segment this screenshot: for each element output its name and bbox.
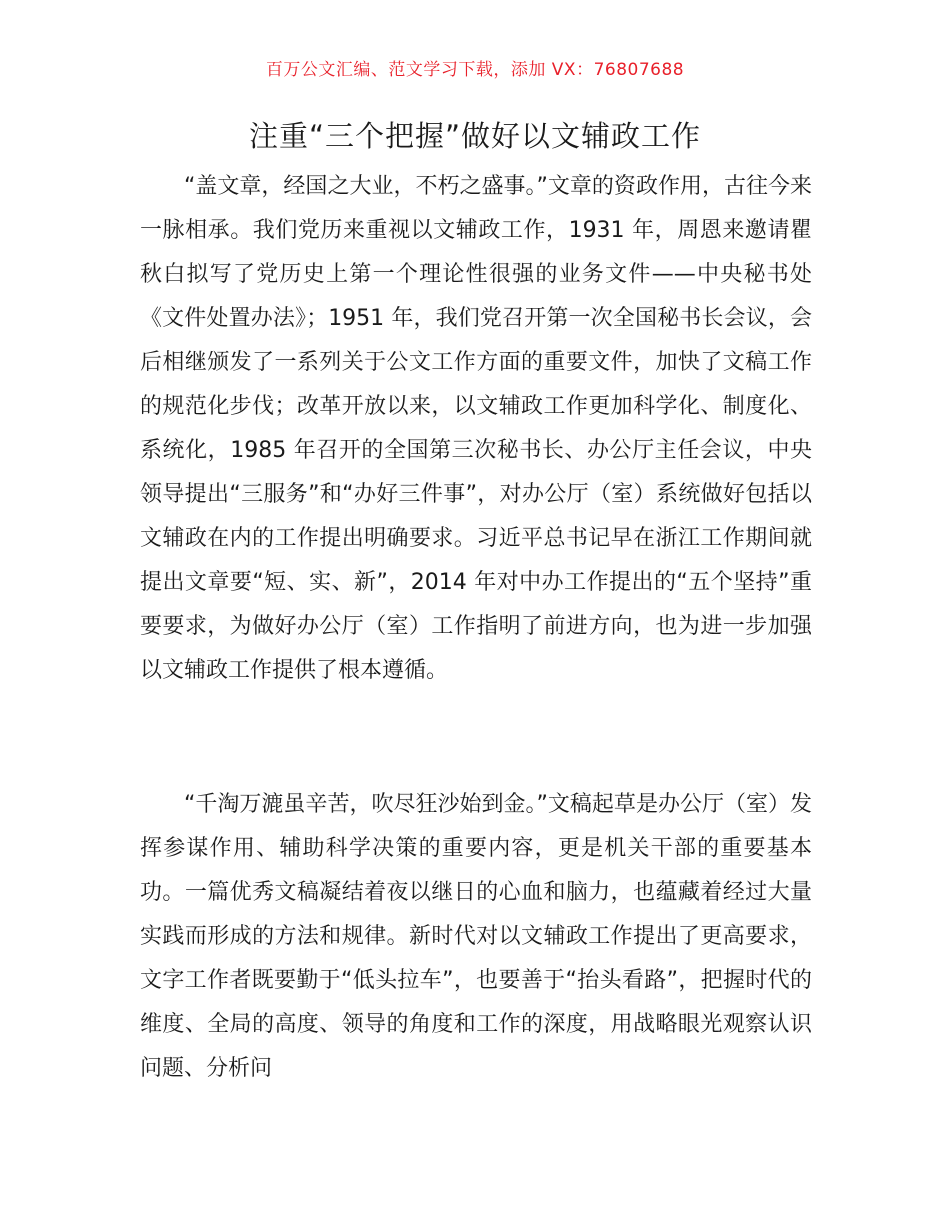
document-title: 注重“三个把握”做好以文辅政工作 bbox=[248, 119, 702, 153]
header-download-note: 百万公文汇编、范文学习下载，添加 VX：76807688 bbox=[265, 60, 685, 80]
body-paragraph: “千淘万漉虽辛苦，吹尽狂沙始到金。”文稿起草是办公厅（室）发挥参谋作用、辅助科学决策的重要内容，更是机关干部的重要基本功。一篇优秀文稿凝结着夜以继日的心血和脑力，也蕴藏着经过大量实践而形成的方法和规律。新时代对以文辅政工作提出了更高要求，文字工作者既要勤于“低头拉车”，也要善于“抬头看路”，把握时代的维度、全局的高度、领导的角度和工作的深度，用战略眼光观察认识问题、分析问 bbox=[140, 792, 812, 1081]
body-paragraph: “盖文章，经国之大业，不朽之盛事。”文章的资政作用，古往今来一脉相承。我们党历来重视以文辅政工作，1931 年，周恩来邀请瞿秋白拟写了党历史上第一个理论性很强的业务文件——中央秘书处《文件处置办法》；1951 年，我们党召开第一次全国秘书长会议，会后相继颁发了一系列关于公文工作方面的重要文件，加快了文稿工作的规范化步伐；改革开放以来，以文辅政工作更加科学化、制度化、系统化，1985 年召开的全国第三次秘书长、办公厅主任会议，中央领导提出“三服务”和“办好三件事”，对办公厅（室）系统做好包括以文辅政在内的工作提出明确要求。习近平总书记早在浙江工作期间就提出文章要“短、实、新”，2014 年对中办工作提出的“五个坚持”重要要求，为做好办公厅（室）工作指明了前进方向，也为进一步加强以文辅政工作提供了根本遵循。 bbox=[140, 174, 812, 683]
